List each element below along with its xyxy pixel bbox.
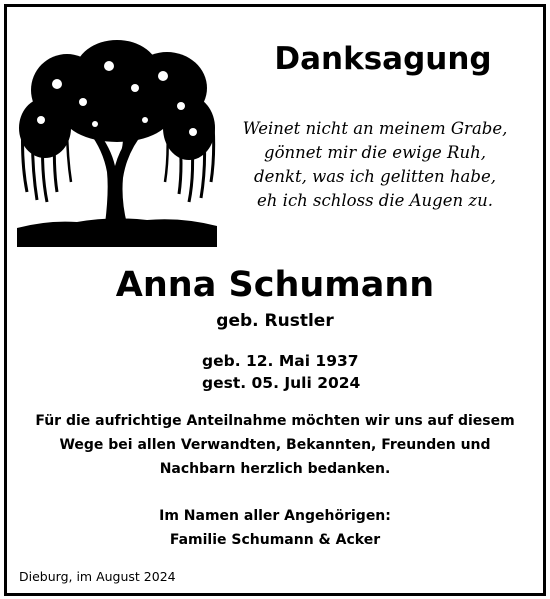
deceased-name: Anna Schumann — [115, 265, 435, 305]
obituary-card — [4, 4, 546, 596]
thanks-line: Nachbarn herzlich bedanken. — [159, 461, 391, 477]
poem-line: denkt, was ich gelitten habe, — [254, 167, 496, 186]
family-names: Familie Schumann & Acker — [169, 532, 381, 548]
birth-date: geb. 12. Mai 1937 — [202, 352, 359, 370]
signoff — [7, 504, 543, 552]
poem-line: gönnet mir die ewige Ruh, — [264, 143, 486, 162]
thanks-line: Wege bei allen Verwandten, Bekannten, Freunden und — [59, 437, 491, 453]
maiden-name: geb. Rustler — [216, 311, 334, 331]
life-dates — [202, 350, 360, 394]
signoff-line: Im Namen aller Angehörigen: — [159, 508, 391, 524]
poem-line: eh ich schloss die Augen zu. — [257, 191, 493, 210]
place-date: Dieburg, im August 2024 — [19, 569, 176, 584]
thanks-message — [7, 409, 543, 481]
weeping-willow-icon — [17, 32, 217, 247]
death-date: gest. 05. Juli 2024 — [202, 374, 361, 392]
poem — [217, 117, 533, 213]
page-title: Danksagung — [274, 41, 492, 77]
poem-line: Weinet nicht an meinem Grabe, — [242, 119, 508, 138]
thanks-line: Für die aufrichtige Anteilnahme möchten wir uns auf diesem — [35, 413, 515, 429]
